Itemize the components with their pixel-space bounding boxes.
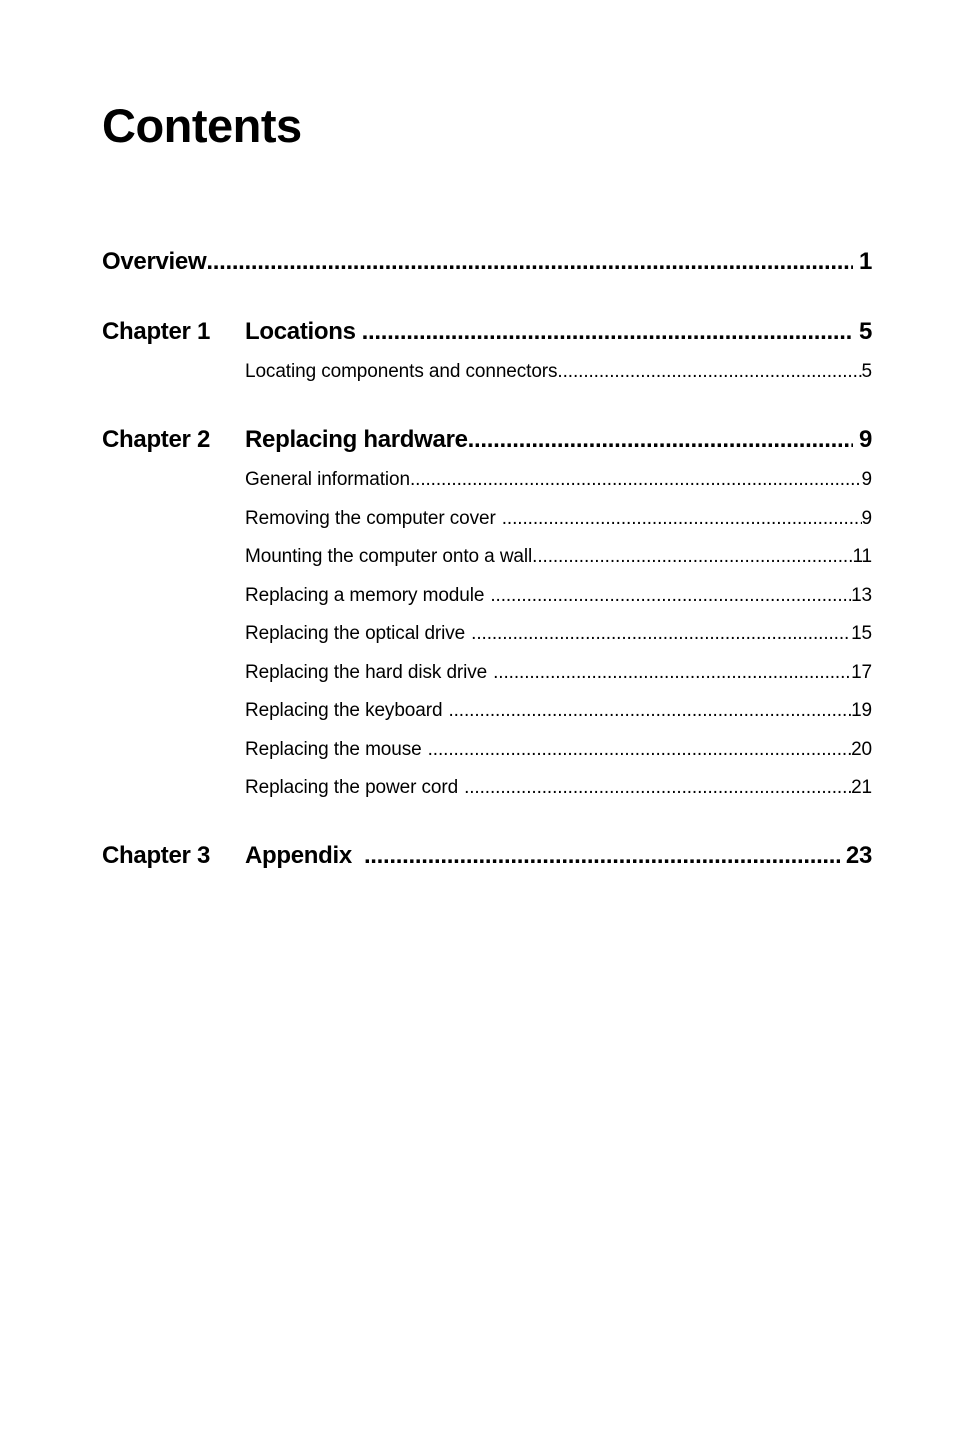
toc-section-title: Replacing the optical drive [245, 623, 466, 644]
toc-section-item[interactable] [245, 544, 872, 570]
toc-leader-dots [448, 698, 851, 724]
toc-page-number: 1 [858, 248, 872, 275]
toc-page-number: 20 [851, 739, 872, 760]
toc-page-number: 11 [852, 546, 872, 567]
toc-section-item[interactable] [245, 359, 872, 385]
toc-section-title: Replacing the keyboard [245, 700, 443, 721]
toc-section-item[interactable] [245, 506, 872, 532]
toc-leader-dots [468, 424, 853, 456]
chapter-label: Chapter 2 [102, 426, 210, 453]
toc-leader-dots [490, 583, 851, 609]
toc-section-title: Replacing the hard disk drive [245, 662, 488, 683]
toc-entry-title: Appendix [245, 842, 352, 869]
toc-section-title: General information [245, 469, 410, 490]
toc-leader-dots [428, 737, 851, 763]
toc-entry-chapter-1[interactable] [245, 316, 872, 348]
toc-leader-dots [557, 359, 861, 385]
toc-section-title: Replacing the mouse [245, 739, 422, 760]
toc-leader-dots [364, 840, 840, 872]
toc-page-number: 5 [861, 361, 872, 382]
toc-section-item[interactable] [245, 621, 872, 647]
toc-page-number: 19 [851, 700, 872, 721]
toc-entry-overview[interactable] [102, 246, 872, 278]
toc-leader-dots [493, 660, 851, 686]
toc-page-number: 17 [851, 662, 872, 683]
toc-entry-title: Locations [245, 318, 356, 345]
toc-leader-dots [471, 621, 851, 647]
toc-page-number: 13 [851, 585, 872, 606]
toc-page-number: 15 [851, 623, 872, 644]
toc-section-item[interactable] [245, 467, 872, 493]
toc-leader-dots [206, 246, 853, 278]
toc-section-item[interactable] [245, 775, 872, 801]
toc-leader-dots [532, 544, 852, 570]
toc-page-number: 21 [851, 777, 872, 798]
toc-page-number: 9 [861, 469, 872, 490]
toc-page-number: 9 [858, 426, 872, 453]
toc-section-item[interactable] [245, 660, 872, 686]
toc-entry-chapter-2[interactable] [245, 424, 872, 456]
toc-section-title: Removing the computer cover [245, 508, 496, 529]
toc-page-number: 23 [845, 842, 872, 869]
toc-entry-chapter-3[interactable] [245, 840, 872, 872]
toc-section-title: Locating components and connectors [245, 361, 558, 382]
chapter-label: Chapter 1 [102, 318, 210, 345]
toc-entry-title: Replacing hardware [245, 426, 468, 453]
toc-leader-dots [362, 316, 853, 348]
toc-entry-title: Overview [102, 248, 207, 275]
toc-page-number: 5 [858, 318, 872, 345]
toc-section-item[interactable] [245, 583, 872, 609]
toc-section-title: Replacing the power cord [245, 777, 459, 798]
toc-leader-dots [410, 467, 862, 493]
toc-section-item[interactable] [245, 698, 872, 724]
toc-section-title: Mounting the computer onto a wall [245, 546, 533, 567]
toc-section-title: Replacing a memory module [245, 585, 485, 606]
toc-leader-dots [502, 506, 862, 532]
toc-section-item[interactable] [245, 737, 872, 763]
chapter-label: Chapter 3 [102, 842, 210, 869]
toc-leader-dots [464, 775, 851, 801]
page-title: Contents [102, 99, 302, 152]
toc-page-number: 9 [861, 508, 872, 529]
